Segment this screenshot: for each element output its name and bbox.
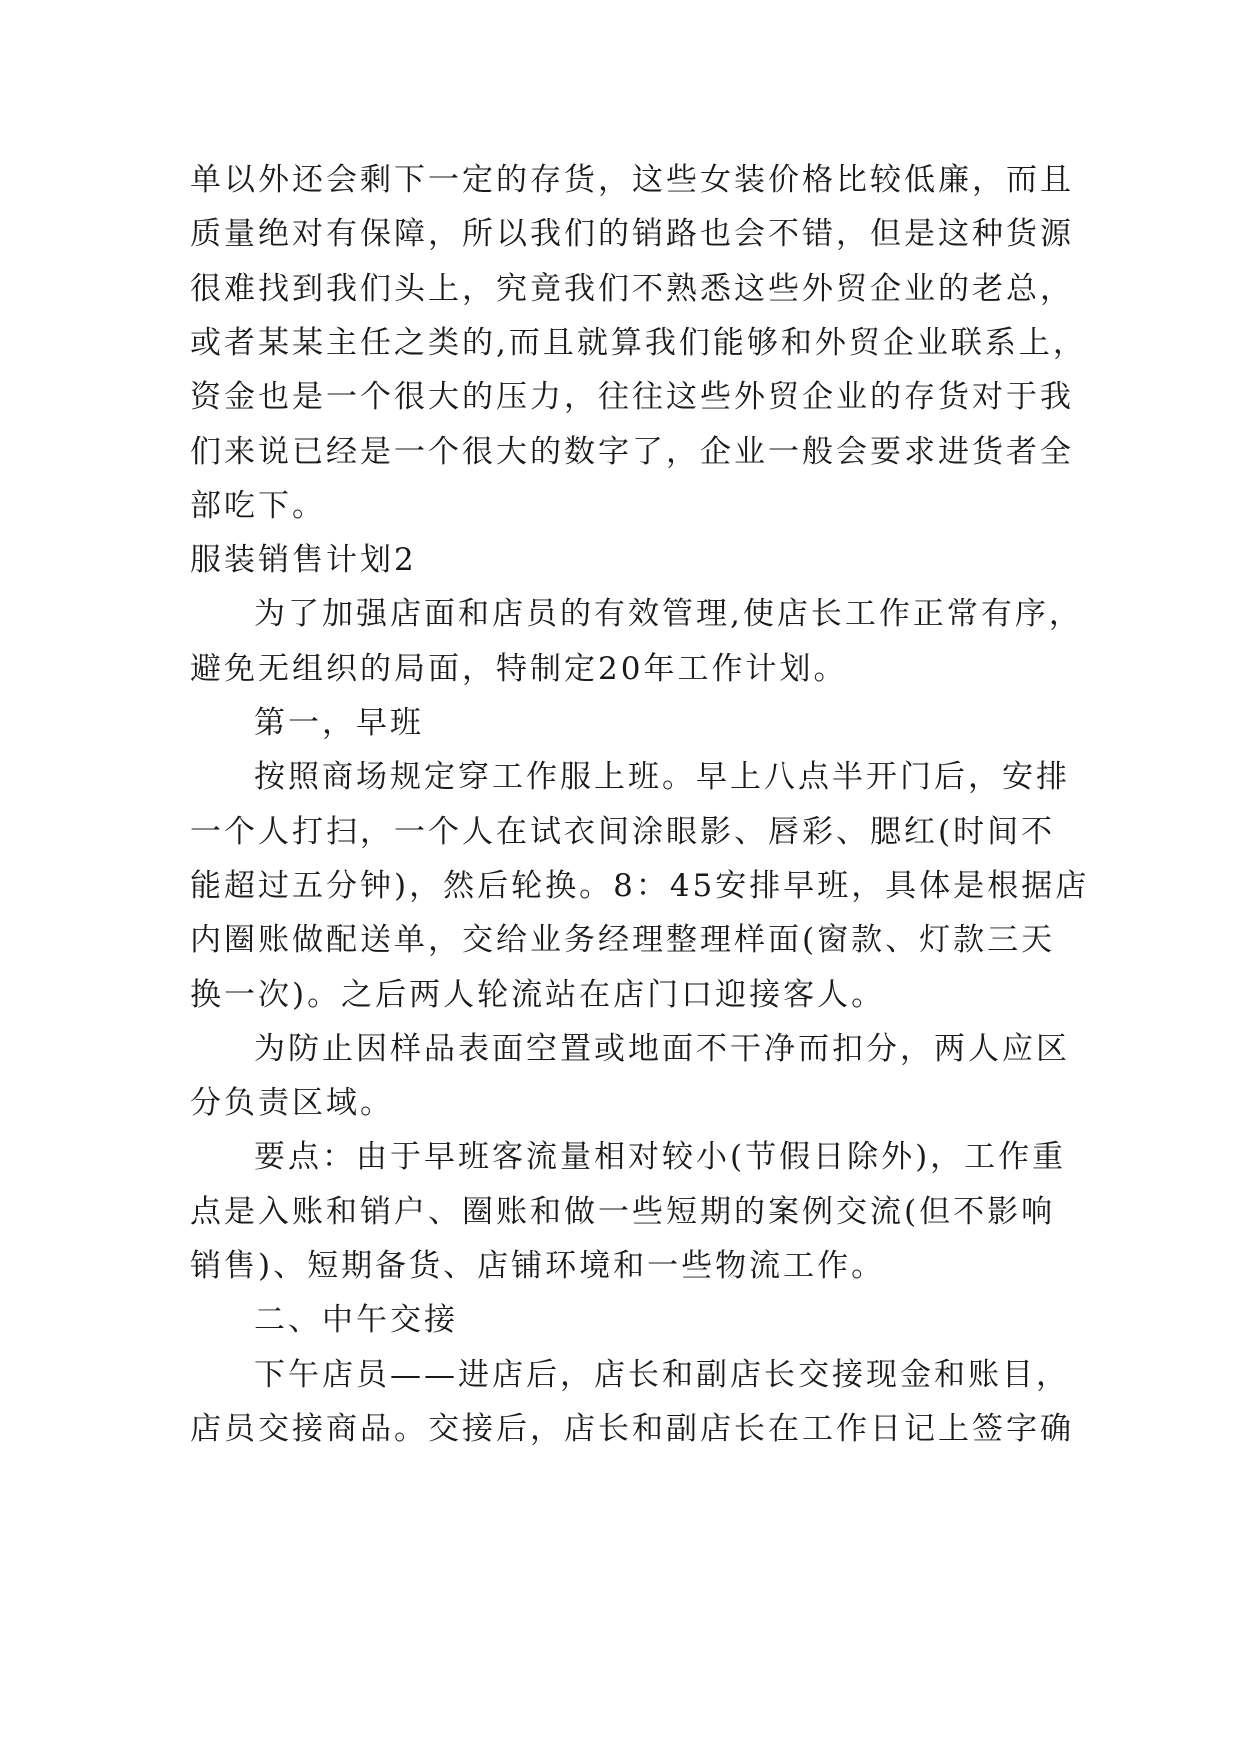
text-line: 为了加强店面和店员的有效管理,使店长工作正常有序， [254,596,1083,633]
text-line: 分负责区域。 [190,1085,394,1122]
text-line: 第一，早班 [254,705,424,741]
text-line: 很难找到我们头上，究竟我们不熟悉这些外贸企业的老总， [190,270,1074,307]
text-line: 能超过五分钟)，然后轮换。8：45安排早班，具体是根据店 [190,867,1090,904]
text-line: 们来说已经是一个很大的数字了，企业一般会要求进货者全 [190,433,1074,470]
text-line: 部吃下。 [190,487,326,524]
text-line: 服装销售计划2 [190,542,417,579]
text-line: 点是入账和销户、圈账和做一些短期的案例交流(但不影响 [190,1193,1056,1230]
text-line: 要点：由于早班客流量相对较小(节假日除外)，工作重 [254,1139,1067,1176]
text-line: 避免无组织的局面，特制定20年工作计划。 [190,650,848,687]
text-line: 内圈账做配送单，交给业务经理整理样面(窗款、灯款三天 [190,922,1056,959]
text-line: 质量绝对有保障，所以我们的销路也会不错，但是这种货源 [190,216,1074,253]
text-line: 按照商场规定穿工作服上班。早上八点半开门后，安排 [254,759,1070,796]
text-line: 二、中午交接 [254,1302,458,1339]
text-line: 下午店员——进店后，店长和副店长交接现金和账目， [254,1356,1070,1393]
text-line: 店员交接商品。交接后，店长和副店长在工作日记上签字确 [190,1410,1074,1447]
text-line: 销售)、短期备货、店铺环境和一些物流工作。 [190,1248,886,1284]
text-line: 一个人打扫，一个人在试衣间涂眼影、唇彩、腮红(时间不 [190,813,1056,850]
text-line: 单以外还会剩下一定的存货，这些女装价格比较低廉，而且 [190,162,1074,198]
text-line: 为防止因样品表面空置或地面不干净而扣分，两人应区 [254,1030,1070,1067]
text-line: 换一次)。之后两人轮流站在店门口迎接客人。 [190,976,886,1013]
text-line: 资金也是一个很大的压力，往往这些外贸企业的存货对于我 [190,379,1074,416]
text-line: 或者某某主任之类的,而且就算我们能够和外贸企业联系上， [190,324,1087,361]
